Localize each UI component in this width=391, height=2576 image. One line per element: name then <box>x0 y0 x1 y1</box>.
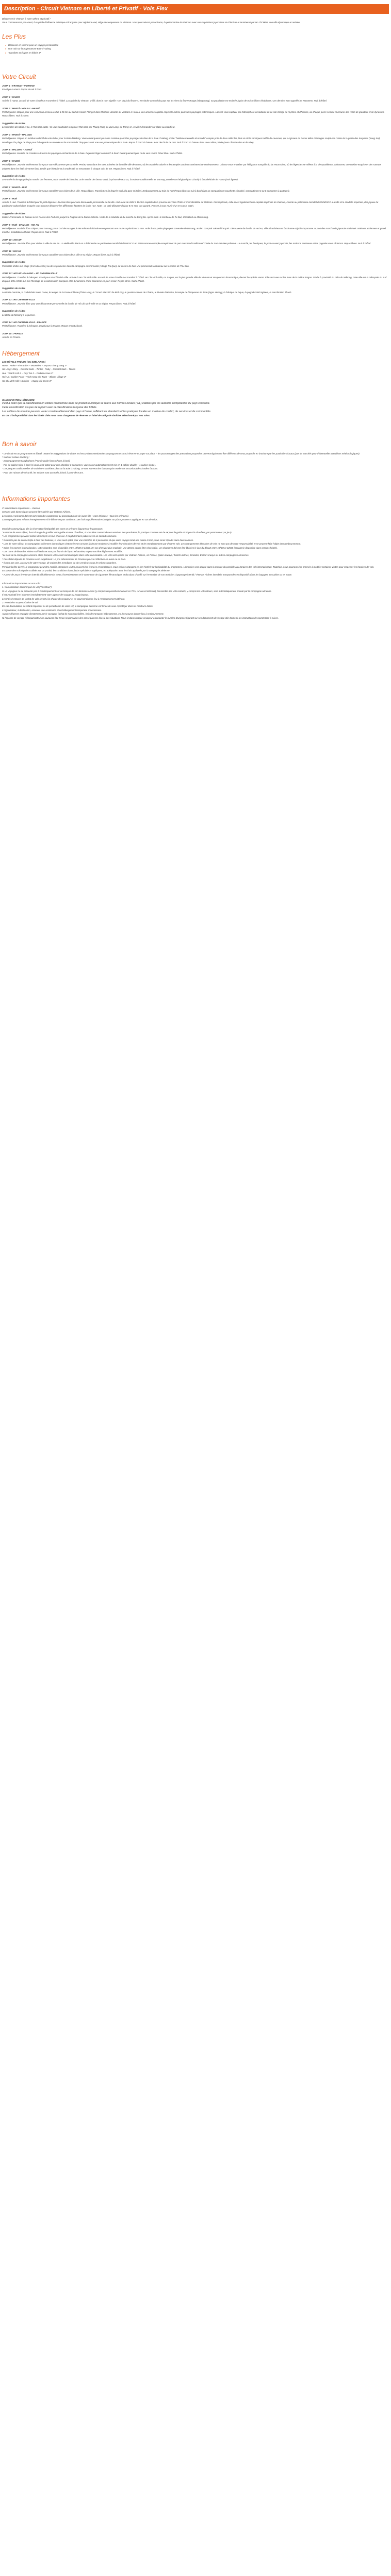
info-line: * Possibilité départs de Province avec supplément. Le prix achemement de Province pourra s'effectuer en avion ou en train. <box>2 557 126 561</box>
day-block <box>2 84 389 92</box>
day-text: Petit déjeuner. Journée libre pour une découverte personnelle de la ville de Hô Chi Minh-Ville et sa région. Repas libres. Nuit à l'hôtel. <box>2 302 136 305</box>
day-title: JOUR 12 : HOI AN - DANANG – HO CHI MINH-VILLE <box>2 272 58 275</box>
bon-savoir-heading: Bon à savoir <box>2 440 37 448</box>
bon-savoir-text <box>2 452 389 474</box>
day-block <box>2 122 389 129</box>
day-title: JOUR 5 : HALONG – HANOÏ <box>2 148 32 151</box>
info-line: La compagnie peut refuser l'enregistrement si le billet n'est pas conforme. Des frais supplémentaires à régler sur place peuvent s'appliquer en cas de refus. <box>2 518 158 521</box>
bon-savoir-line: * Ce circuit est un programme en liberté. Toutes les suggestions de visites et d'excursions mentionnées au programme sont à réserver et payer sur place – les pourcentages des prestations proposées peuvent également être différents de ceux proposés en brochure par les particuliers locaux (pas de marchés pour d'éventuelles conditions météorologiques). <box>2 452 360 455</box>
day-block <box>2 309 389 317</box>
info-line: Aucune dépense engagée directement par le voyageur (achat de nouveaux billets, frais de transport, hébergement, etc.) ne pourra donner lieu à remboursement. <box>2 613 164 616</box>
info-line: * Il n'est pas rare, au cours de votre voyage, de croiser des mendiants ou des vendeurs sous les mêmes quartiers. <box>2 562 117 565</box>
day-block <box>2 212 389 219</box>
suggestion-title: Suggestion de visites <box>2 122 26 125</box>
info-line: *Le nom de la compagnie aérienne et les horaires vols seront communiqués dans votre convocation. Les vols sont opérés par Vietnam Airlines, Air France, Qatar Airways, Turkish Airlines, Emirates, Etihad Airways ou autres compagnies aériennes. <box>2 554 249 557</box>
day-text: Arrivée à Hué. Transfert à l'hôtel pour le petit déjeuner. Journée libre pour une découverte personnelle de la ville. Hué a été de 1802 à 1945 la capitale de la province de Thừa Thiên et s'est identifiée au Vietnam. Cité impériale, celle-ci est également une capitale impériale du Vietnam, inscrite au patrimoine mondial de l'UNESCO. La ville et la citadelle impériale, des joyaux du patrimoine culturel dans lesquels vous pourrez découvrir les différentes facettes de la vie Hue. Note : Le petit déjeuner du jour 8 ne sera pas garanti. Pensez à vous munir d'un en-cas le matin. <box>2 200 379 208</box>
hebergement-heading: Hébergement <box>2 349 40 357</box>
info-line: Certains vols domestiques peuvent être opérés par Vietnam Airlines. <box>2 511 71 514</box>
hotels-list <box>2 364 389 383</box>
bon-savoir-line: * Nuit sur la Baie d'Halong : <box>2 455 30 459</box>
day-text: Arrivée à Hanoï, accueil de votre chauffeur et transfert à l'hôtel. La capitale du Vietnam unifié, dont le nom signifie « En deçà du fleuve », est située au nord du pays sur les rives du fleuve Rouge (Sông Hong). Sa population est estimée à plus de trois millions d'habitants. Ces derniers sont appelés les Hanoïens. Nuit à l'hôtel. <box>2 99 327 103</box>
day-text: Petit déjeuner. Journée entièrement libre pour compléter vos visites de la ville. Repas libres. Transfert en fin d'après-midi à la gare et l'hôtel. Embarquement au train de nuit (Repas libres et nuit à bord dans un compartiment couchette climatisé, compartiment 4 ou 6 personnes à partager). <box>2 190 290 193</box>
plus-item: ● Découvrir en Liberté pour un voyage personnalisé <box>5 43 389 47</box>
classification-line: Les critères de notation peuvent varier considérablement d'un pays à l'autre, reflétant les standards et les pratiques locales en matière de confort, de services et de commodités. <box>2 410 211 413</box>
plus-heading: Les Plus <box>2 32 26 40</box>
info-line: "Au terme de votre séjour, il est d'usage de gratifier votre guide et votre chauffeur, si vous êtes content de ses services. Les pourboires (la pratique courante est de 4€ pour le guide et 2€ pour le chauffeur, par personne et par jour). <box>2 531 232 534</box>
suggestion-title: Suggestion de visites <box>2 287 26 290</box>
day-title: JOUR 2 : HANOÏ <box>2 95 20 98</box>
day-block <box>2 272 389 283</box>
day-title: JOUR 8 : HUÉ <box>2 197 18 200</box>
plus-list <box>5 43 389 55</box>
plus-item: ● Transferts et étapes en hôtels 3* <box>5 51 389 55</box>
classification-line: Il est à noter que la classification en étoiles mentionnée dans ce produit touristique se réfère aux normes locales ( NL) établies par les autorités compétentes du pays concerné. <box>2 402 210 405</box>
infos-text <box>2 506 389 620</box>
hotel-line: Hoi An : Golden Pearl – Vinh Hung Old Town – Bloom Village 3* <box>2 376 67 379</box>
day-text: Envol pour Hanoï. Repas et nuit à bord. <box>2 88 42 91</box>
day-block <box>2 148 389 156</box>
day-block <box>2 249 389 257</box>
day-text: Petit déjeuner. Transfert à l'aéroport. Envol pour Ho Chi Minh-Ville. Arrivée à Ho Chi Minh-Ville. Accueil de votre chauffeur et transfert à l'hôtel. Ho Chi Minh-Ville, ou Saïgon, est la plus grande ville du Vietnam et son poumon économique, devant la capitale Hanoï. Elle se trouve sur les rives de la rivière Saïgon. Située à proximité du delta du Mékong, cette ville est la métropole du sud du pays. Elle reflète à la fois l'héritage de la colonisation française et le dynamisme d'une économie en plein essor. Repas libres. Nuit à l'hôtel. <box>2 276 387 283</box>
day-block <box>2 320 389 328</box>
info-line: L'organisateur, à destination, assurera une assistance et un hébergement temporaire si nécessaire. <box>2 608 102 612</box>
info-line: Les frais éventuels de rachat de vols seront à la charge du voyageur et ne pourront donner lieu à remboursement ultérieur. <box>2 597 125 600</box>
hotel-line: Hue : Thanh Lich 2 – Duy Tan 2 – Parkview Hue 3* <box>2 371 54 375</box>
day-title: JOUR 10 : HOI AN <box>2 238 22 241</box>
day-block <box>2 107 389 118</box>
hotel-line: Hanoï : Anise – First Eden – Moonview – Espana Thang Long 3* <box>2 364 67 367</box>
bon-savoir-line: - Pour des raisons de sécurité, les enfants sont acceptés à bord à partir de 8 ans. <box>2 471 84 474</box>
day-block <box>2 185 389 193</box>
info-line: * Lors de votre séjour, les compagnies aériennes domestiques vietnamiennes ont une fâcheuse tendance à modifier leurs horaires de vols et les remplacements par d'autres vols. Les changements d'horaires de vols ne sont pas de notre responsabilité et ne peuvent faire l'objet d'un remboursement. <box>2 543 301 546</box>
page-title: Description - Circuit Vietnam en Liberté et Privatif - Vols Flex <box>2 4 389 14</box>
info-line: * A partir de 2024, le Vietnam interdit officiellement la vente, l'investissement et le commerce de cigarettes électroniques et du tabac chauffé sur l'ensemble de son territoire : l'apportage interdit / Vietnam Airlines interdit le transport de ces dispositifs dans les bagages, en cabine ou en soute. <box>2 573 292 576</box>
day-text: Le Delta du Mékong à la journée. <box>2 313 36 316</box>
hotel-line: Ha Long : Glory – Oriental Sails – Tonkin - Ruby – Oriental Sails – Tonkin <box>2 368 76 371</box>
day-text: Petit déjeuner. Transfert à l'aéroport. Envol pour la France. Repas et nuit à bord. <box>2 325 83 328</box>
day-text: Les temples des Dinh et Le, le Tam Coc. Note : Si vous souhaitez remplacer Tam Coc par Thung Nang ou Van Long, ou Trang An, veuillez demander sur place au chauffeur. <box>2 126 175 129</box>
suggestion-title: Suggestion de visites <box>2 310 26 313</box>
day-text: Arrivée en France. <box>2 336 21 339</box>
day-block <box>2 95 389 103</box>
intro-paragraph: Découvrez le Vietnam à votre rythme et privatif ! <box>2 18 51 20</box>
classification-title: CLASSIFICATION HÔTELIÈRE <box>2 398 35 401</box>
bon-savoir-line: - Accompagnement anglophone (Peu de guide francophone à bord) <box>2 460 70 463</box>
suggestion-title: Suggestion de visites <box>2 212 26 215</box>
day-text: Petit déjeuner. Matinée libre. Départ pour Danang par le Col des Nuages à 496 mètres d'altitude en empruntant une route surplombant la mer. Arrêt à une petite plage puis traversée de Danang, ancien comptoir colonial français. Découverte de la ville de Hoi An, ville à l'architecture fascinante et jadis importante au port des marchands japonais et chinois. Maisons anciennes et grand marché. Installation à l'hôtel. Repas libres. Nuit à l'hôtel. <box>2 227 386 234</box>
day-block <box>2 332 389 340</box>
info-line: Il est impératif d'en informer immédiatement votre agence de voyage ou l'organisateur. <box>2 594 89 597</box>
intro-paragraph: Vous commencerez par Hanoi, la capitale d'influence asiatique et française pour rejoindre Hué, siège des empereurs du Vietnam. Vous poursuivrez par Hoi Han, la petite Venise du Vietnam avec ses inspirations japonaises et chinoises et terminerez par Ho Chi Minh, une ville dynamique et animée. <box>2 21 301 24</box>
info-line: 1. Non-utilisation d'un tronçon de vol ("No Show") <box>2 586 52 589</box>
availability-note: En cas d'indisponibilité dans les hôtels cités nous nous chargerons de réserver un hôtel de catégorie similaire sélectionné par nos soins. <box>2 414 151 417</box>
circuit-heading: Votre Circuit <box>2 73 36 81</box>
day-title: JOUR 15 : FRANCE <box>2 332 23 335</box>
day-block <box>2 223 389 234</box>
info-line: Merci de communiquer dès la réservation l'intégralité des noms et prénoms figurant sur le passeport. <box>2 527 103 530</box>
plus-item: ● Une nuit sur la majestueuse Baie d'Halong <box>5 47 389 50</box>
intro <box>2 17 389 25</box>
info-line: En cas d'annulation, de retard important ou de perturbation de votre vol, la compagnie aérienne est tenue de vous reprotéger dans les meilleurs délais. <box>2 605 153 608</box>
infos-heading: Informations importantes <box>2 495 71 502</box>
suggestion-title: Suggestion de visites <box>2 174 26 177</box>
day-block <box>2 133 389 144</box>
info-line: /!\ Informations importantes – Vietnam <box>2 507 41 510</box>
info-line: Ni l'agence de voyage ni l'organisateur ne sauraient être tenus responsables des conséquences liées à ces situations. Nous invitons chaque voyageur à contacter le numéro d'urgence figurant sur ses documents de voyage afin d'obtenir les instructions de reprotection à suivre. <box>2 616 279 619</box>
hotels-subtitle: LES HÔTELS PRÉVUS (OU SIMILAIRES) <box>2 360 45 363</box>
day-block <box>2 238 389 246</box>
day-text: Petit déjeuner. Matinée de croisière à travers les paysages enchanteurs de la baie. Déjeuner léger ou brunch à bord. Débarquement puis route vers Hanoï. Dîner libre. Nuit à l'hôtel. <box>2 152 183 155</box>
day-title: JOUR 4 : HANOÏ – HALONG <box>2 133 32 136</box>
info-line: * Selon les normes internationales, votre chambre sera disponible entre 12h30 et 14h00. En cas d'arrivée plus matinale, une attente pourra être nécessaire. Les chambres doivent être libérées le jour du départ entre 10h00 et 12h00 (bagagerie disponible dans certains hôtels). <box>2 546 278 549</box>
day-title: JOUR 14 : HO CHI MINH-VILLE - FRANCE <box>2 320 47 324</box>
day-text: Petit déjeuner. Départ pour une excursion à Hoa Lu situé à 90 km au Sud de Hanoï. Plongez dans l'histoire vibrante du Vietnam à Hoa Lu, une ancienne capitale impériale nichée parmi des paysages pittoresques. Laissez-vous captiver par l'atmosphère envoûtante de ce site chargé de mystère et d'histoire, où chaque pierre semble murmurer des récits de grandeur et de dynasties. Repas libres. Nuit à Hanoï. <box>2 111 385 117</box>
day-text: Petit déjeuner. Journée entièrement libre pour votre découverte personnelle. Perdez-vous dans les rues animées de la vieille ville de Hanoï, où les marchés colorés et les temples anciens coexistent harmonieusement. Laissez-vous envoûter par l'élégance tranquille du lac Hoan Kiem, où les légendes se mêlent à la vie quotidienne. Découvrez une cuisine exquise et des saveurs uniques dans les étals de street food, tandis que l'histoire et la modernité se rencontrent à chaque coin de rue. Repas libres. Nuit à l'hôtel. <box>2 163 381 170</box>
info-line: * Il n'existe pas de cabine triple à bord des bateaux, si vous avez optez pour une chambre de 3 personnes et que votre voyage inclut une nuitée à bord, vous serez répartis dans deux cabines. <box>2 538 194 541</box>
info-line: Pendant la fête du Têt, le programme peut être modifié. Certaines visites peuvent être fermées et remplacées, mais cela ne changera en rien l'intérêt ou la faisabilité du programme. L'itinéraire sera adapté dans la mesure du possible aux horaires des vols internationaux. Toutefois, nous pourrons être amenés à modifier certaines visites pour respecter les horaires de vols. <box>2 565 374 568</box>
day-block <box>2 174 389 182</box>
info-line: Informations importantes sur nos vols : <box>2 582 41 585</box>
day-text: Le Poste Centrale, la Cathédrale Notre Dame, le temple de la Dame Céleste (Thien Hau), le "Grand Marché" de Binh Tay, le quartier chinois de Cholon, le Musée d'Histoire, le temple de l'Empereur de Jade (Ngoc Hoang), la fabrique de laque, la pagode Vinh Nghiem, le marché Ben Thanh. <box>2 291 292 294</box>
info-line: 2. Annulation ou perturbation de vol <box>2 601 38 604</box>
day-title: JOUR 11 : HOI AN <box>2 249 22 252</box>
day-title: JOUR 3 : HANOÏ - HOA LU - HANOÏ <box>2 107 40 110</box>
day-block <box>2 197 389 208</box>
info-line: Si un voyageur ne se présente pas à l'embarquement sur un tronçon de son itinéraire aérien (y compris un préacheminement en TGV, Air ou vol intérieur), l'ensemble des vols restants, y compris les vols retours, sera automatiquement annulé par la compagnie aérienne. <box>2 589 272 592</box>
day-title: JOUR 13 : HO CHI MINH-VILLE <box>2 298 35 301</box>
day-text: Le musée d'Ethnographie (ou musée des femmes, ou le musée de l'histoire, ou le musée des beaux-arts), la prison de Hoa Lo, la maison traditionnelle 87 Ma May, prendre un thé glacé (Tra Chanh) à la cathédrale de Hanoï (trois lignes). <box>2 178 238 181</box>
hotel-line: Ho Chi Minh-Ville : Sunrise – Happy Life Grem 3* <box>2 379 52 382</box>
circuit-days <box>2 84 389 340</box>
info-line: * Les noms de lieux des visites et d'hôtels ne sont pas fournis de façon exhaustive, et pourront être légèrement modifiés. <box>2 550 123 553</box>
day-title: JOUR 6 : HANOÏ <box>2 159 20 162</box>
day-title: JOUR 7 : HANOÏ – HUÉ <box>2 185 27 189</box>
info-line: Les noms et prénoms doivent correspondre exactement au passeport (nom de jeune fille + nom d'épouse + tous les prénoms). <box>2 514 129 517</box>
day-text: Possibilité d'aller à la plage (4 km du centre) ou de se promener dans la campagne environnante (Village Tra Que), ou encore de faire une promenade en bateau sur la rivière de Thu Bon. <box>2 264 189 267</box>
info-line: En raison des vols réguliers utilisés sur ce produit, les conditions d'annulation spéciales s'appliquent, en adéquation avec les frais appliqués par la compagnie aérienne. <box>2 569 170 572</box>
classification-text <box>2 402 389 414</box>
day-text: Matin : Promenade en bateau sur la Rivière des Parfums jusqu'à la Pagode de la Dame Céleste. Visite de la citadelle et du marché de Dong Ba. Après-midi : le tombeau de Tu Duc, Khai Dinh ou Minh Mang. <box>2 216 209 219</box>
day-block <box>2 298 389 306</box>
day-title: JOUR 9 : HUÉ - DANANG - HOI AN <box>2 223 39 226</box>
day-block <box>2 260 389 268</box>
bon-savoir-line: - Pas de cabine triple à bord (si vous avez optez pour une chambre 3 personnes, vous serez automatiquement mis en 1 cabine double + 1 cabine single). <box>2 463 156 466</box>
day-block <box>2 286 389 294</box>
day-block <box>2 159 389 171</box>
classification-line: Cette classification n'a pas de rapport avec la classification française des hôtels. <box>2 405 97 409</box>
suggestion-title: Suggestion de visites <box>2 261 26 264</box>
info-line: * Les programmes peuvent inclure des trajets en bus et en car. Il s'agit de trains publics avec un confort sommaire. <box>2 535 117 538</box>
bon-savoir-line: - Les jonques traditionnelles de croisière n'accèdent plus sur la Baie d'Halong, ce sont souvent des bateaux plus modernes et confortables à voiles factices. <box>2 467 158 470</box>
day-title: JOUR 1 : FRANCE – VIETNAM <box>2 84 35 88</box>
day-text: Petit déjeuner. Journée libre pour visiter la ville de Hoi An. La vieille ville d'Hoi An a été inscrite au patrimoine mondial de l'UNESCO en 1999 comme exemple exceptionnel de port marchand traditionnel d'Asie du Sud-Est bien préservé. Le marché, les boutiques, le pont couvert japonais, les maisons anciennes et les pagodes vous séduiront. Repas libres. Nuit à l'hôtel. <box>2 242 371 245</box>
day-text: Petit déjeuner. Départ en minibus collectif de votre hôtel pour la Baie d'Halong. Vous embarquerez pour une croisière parmi les paysages de rêve de la Baie d'Halong. Cette "huitième merveille du monde" compte près de deux mille îles, îlots et récifs karstiques truffés de cavernes, qui surgissent de la mer telles d'étranges sculptures. Visite de la grotte des Surprises (Sung Sot). Mouillage à la plage de Titop pour la baignade ou montée sur le sommet de Titop pour avoir une vue panoramique de la Baie. Repas à bord du bateau avec des fruits de mer. Nuit à bord du bateau dans une cabine privée (avec climatisation et douche). <box>2 137 381 144</box>
day-text: Petit déjeuner. Journée entièrement libre pour compléter vos visites de la ville et sa région. Repas libres. Nuit à l'hôtel. <box>2 253 121 257</box>
